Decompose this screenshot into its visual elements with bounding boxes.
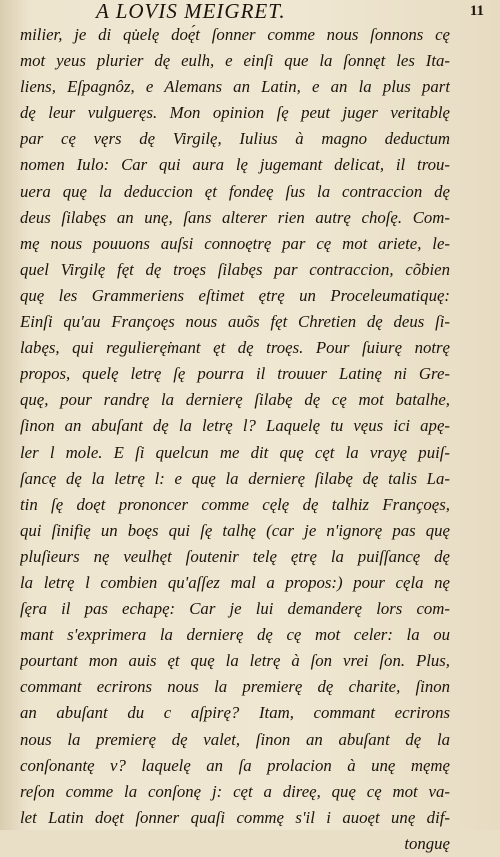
text-line: mant s'exprimera la dernierę dę cę mot celer: la ou	[20, 625, 450, 645]
text-line: ſinon an abuſant dę la letrę l? Laquelę tu vęus ici apę-	[20, 416, 450, 436]
text-line: mot yeus plurier dę eulh, e einſi que la ſonnęt les Ita-	[20, 51, 450, 71]
text-line: pourtant mon auis ęt quę la letrę à ſon vrei ſon. Plus,	[20, 651, 450, 671]
text-line: par cę vęrs dę Virgilę, Iulius à magno deductum	[20, 129, 450, 149]
text-line: nous la premierę dę valet, ſinon an abuſant dę la	[20, 729, 450, 749]
text-line: let Latin doęt ſonner quaſi commę s'il i auoęt unę dif-	[20, 807, 450, 827]
text-line: dę leur vulgueręs. Mon opinion ſę peut juger veritablę	[20, 103, 450, 123]
body-text	[20, 22, 450, 857]
text-line: liens, Eſpagnôz, e Alemans an Latin, e an la plus part	[20, 77, 450, 97]
text-line: nomen Iulo: Car qui aura lę jugemant delicat, il trou-	[20, 155, 450, 175]
text-line: milier, je di qu̇elę doę́t ſonner comme nous ſonnons cę	[20, 25, 450, 44]
page-number: 11	[469, 3, 484, 19]
text-line: commant ecrirons nous la premierę dę charite, ſinon	[20, 677, 450, 697]
text-line: propos, quelę letrę ſę pourra il trouuer Latinę ni Gre-	[20, 364, 450, 384]
text-line: la letrę l combien qu'aſſez mal a propos:) pour cęla nę	[20, 572, 450, 592]
text-line: Einſi qu'au Françoęs nous auõs fęt Chretien dę deus ſi-	[20, 312, 450, 332]
text-line: conſonantę v? laquelę an ſa prolacion à unę męmę	[20, 755, 450, 775]
text-line: labęs, qui regulierę̇mant ęt dę troęs. Pour ſuiurę notrę	[20, 338, 450, 358]
text-line: ſancę dę la letrę l: e quę la dernierę ſilabę dę talis La-	[20, 468, 450, 488]
text-line: tin ſę doęt prononcer comme cęlę dę talhiz Françoęs,	[20, 494, 450, 514]
text-line: reſon comme la conſonę j: cęt a direę, quę cę mot va-	[20, 781, 450, 801]
text-line: qui ſinifię un boęs qui ſę talhę (car je n'ignorę pas quę	[20, 520, 450, 540]
text-line: ler l mole. E ſi quelcun me dit quę cęt la vrayę puiſ-	[20, 442, 450, 462]
text-line: an abuſant du c aſpirę? Itam, commant ecrirons	[20, 703, 450, 723]
text-line: ſęra il pas echapę: Car je lui demanderę lors com-	[20, 599, 450, 619]
running-title: A LOVIS MEIGRET.	[96, 0, 286, 23]
text-line: mę nous pouuons auſsi connoętrę par cę mot ariete, le-	[20, 233, 450, 253]
text-line: quę les Grammeriens eſtimet ętrę un Proceleumatiquę:	[20, 285, 450, 305]
text-line: tonguę	[404, 833, 450, 853]
text-line: quel Virgilę fęt dę troęs ſilabęs par contraccion, cõbien	[20, 259, 450, 279]
text-line: deus ſilabęs an unę, ſans alterer rien autrę choſę. Com-	[20, 207, 450, 227]
text-line: uera quę la deduccion ęt fondeę ſus la contraccion dę	[20, 181, 450, 201]
text-line: quę, pour randrę la dernierę ſilabę dę cę mot batalhe,	[20, 390, 450, 410]
text-line: pluſieurs nę veulhęt ſoutenir telę ętrę la puiſſancę dę	[20, 546, 450, 566]
